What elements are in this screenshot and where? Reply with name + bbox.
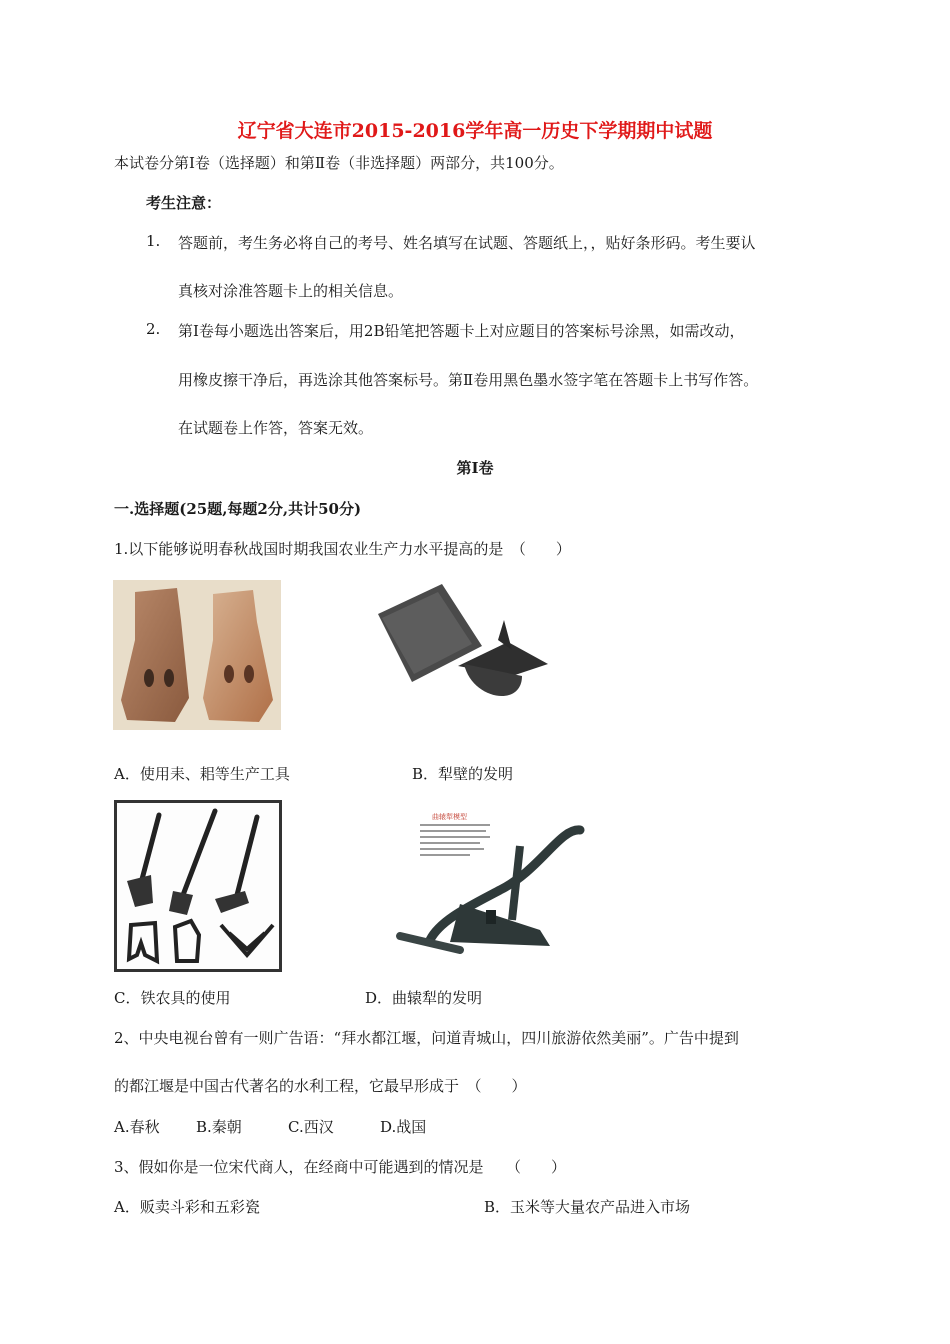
intro-text: 本试卷分第Ⅰ卷（选择题）和第Ⅱ卷（非选择题）两部分，共100分。: [114, 154, 564, 172]
curved-plow-photo: [390, 810, 590, 980]
question-2-option-b[interactable]: B.秦朝: [196, 1118, 242, 1136]
notice-2-line1: 第Ⅰ卷每小题选出答案后，用2B铅笔把答题卡上对应题目的答案标号涂黑，如需改动，: [178, 322, 745, 340]
question-2-stem-line1: 2、中央电视台曾有一则广告语：“拜水都江堰，问道青城山，四川旅游依然美丽”。广告中提到: [114, 1029, 739, 1047]
question-1-option-b[interactable]: B．犁壁的发明: [412, 765, 514, 783]
notice-2-number: 2.: [146, 320, 161, 338]
notice-1-number: 1.: [146, 232, 161, 250]
plow-caption: 曲辕犁模型: [432, 813, 467, 821]
question-3-stem: 3、假如你是一位宋代商人，在经商中可能遇到的情况是 （ ）: [114, 1158, 567, 1176]
question-3-option-b[interactable]: B．玉米等大量农产品进入市场: [484, 1198, 691, 1216]
question-1-stem: 1.以下能够说明春秋战国时期我国农业生产力水平提高的是 （ ）: [114, 540, 571, 558]
part-heading: 第Ⅰ卷: [456, 459, 494, 477]
section-heading: 一.选择题(25题,每题2分,共计50分): [114, 500, 362, 518]
question-1-option-c[interactable]: C．铁农具的使用: [114, 989, 231, 1007]
iron-tools-drawing: [114, 800, 282, 972]
question-2-option-c[interactable]: C.西汉: [288, 1118, 334, 1136]
question-1-option-a[interactable]: A．使用耒、耜等生产工具: [114, 765, 290, 783]
question-2-option-a[interactable]: A.春秋: [114, 1118, 160, 1136]
notice-1-line1: 答题前，考生务必将自己的考号、姓名填写在试题、答题纸上，，贴好条形码。考生要认: [178, 234, 756, 252]
question-2-stem-line2: 的都江堰是中国古代著名的水利工程，它最早形成于 （ ）: [114, 1077, 527, 1095]
moldboard-photo: [372, 580, 554, 720]
stone-tools-photo: [113, 580, 281, 730]
question-1-option-d[interactable]: D．曲辕犁的发明: [365, 989, 483, 1007]
notice-1-line2: 真核对涂准答题卡上的相关信息。: [178, 282, 404, 300]
page-title: 辽宁省大连市2015-2016学年高一历史下学期期中试题: [237, 120, 713, 142]
notice-2-line2: 用橡皮擦干净后，再选涂其他答案标号。第Ⅱ卷用黑色墨水签字笔在答题卡上书写作答。: [178, 371, 759, 389]
question-3-option-a[interactable]: A．贩卖斗彩和五彩瓷: [114, 1198, 260, 1216]
notice-heading: 考生注意：: [146, 194, 222, 212]
question-2-option-d[interactable]: D.战国: [380, 1118, 427, 1136]
notice-2-line3: 在试题卷上作答，答案无效。: [178, 419, 374, 437]
